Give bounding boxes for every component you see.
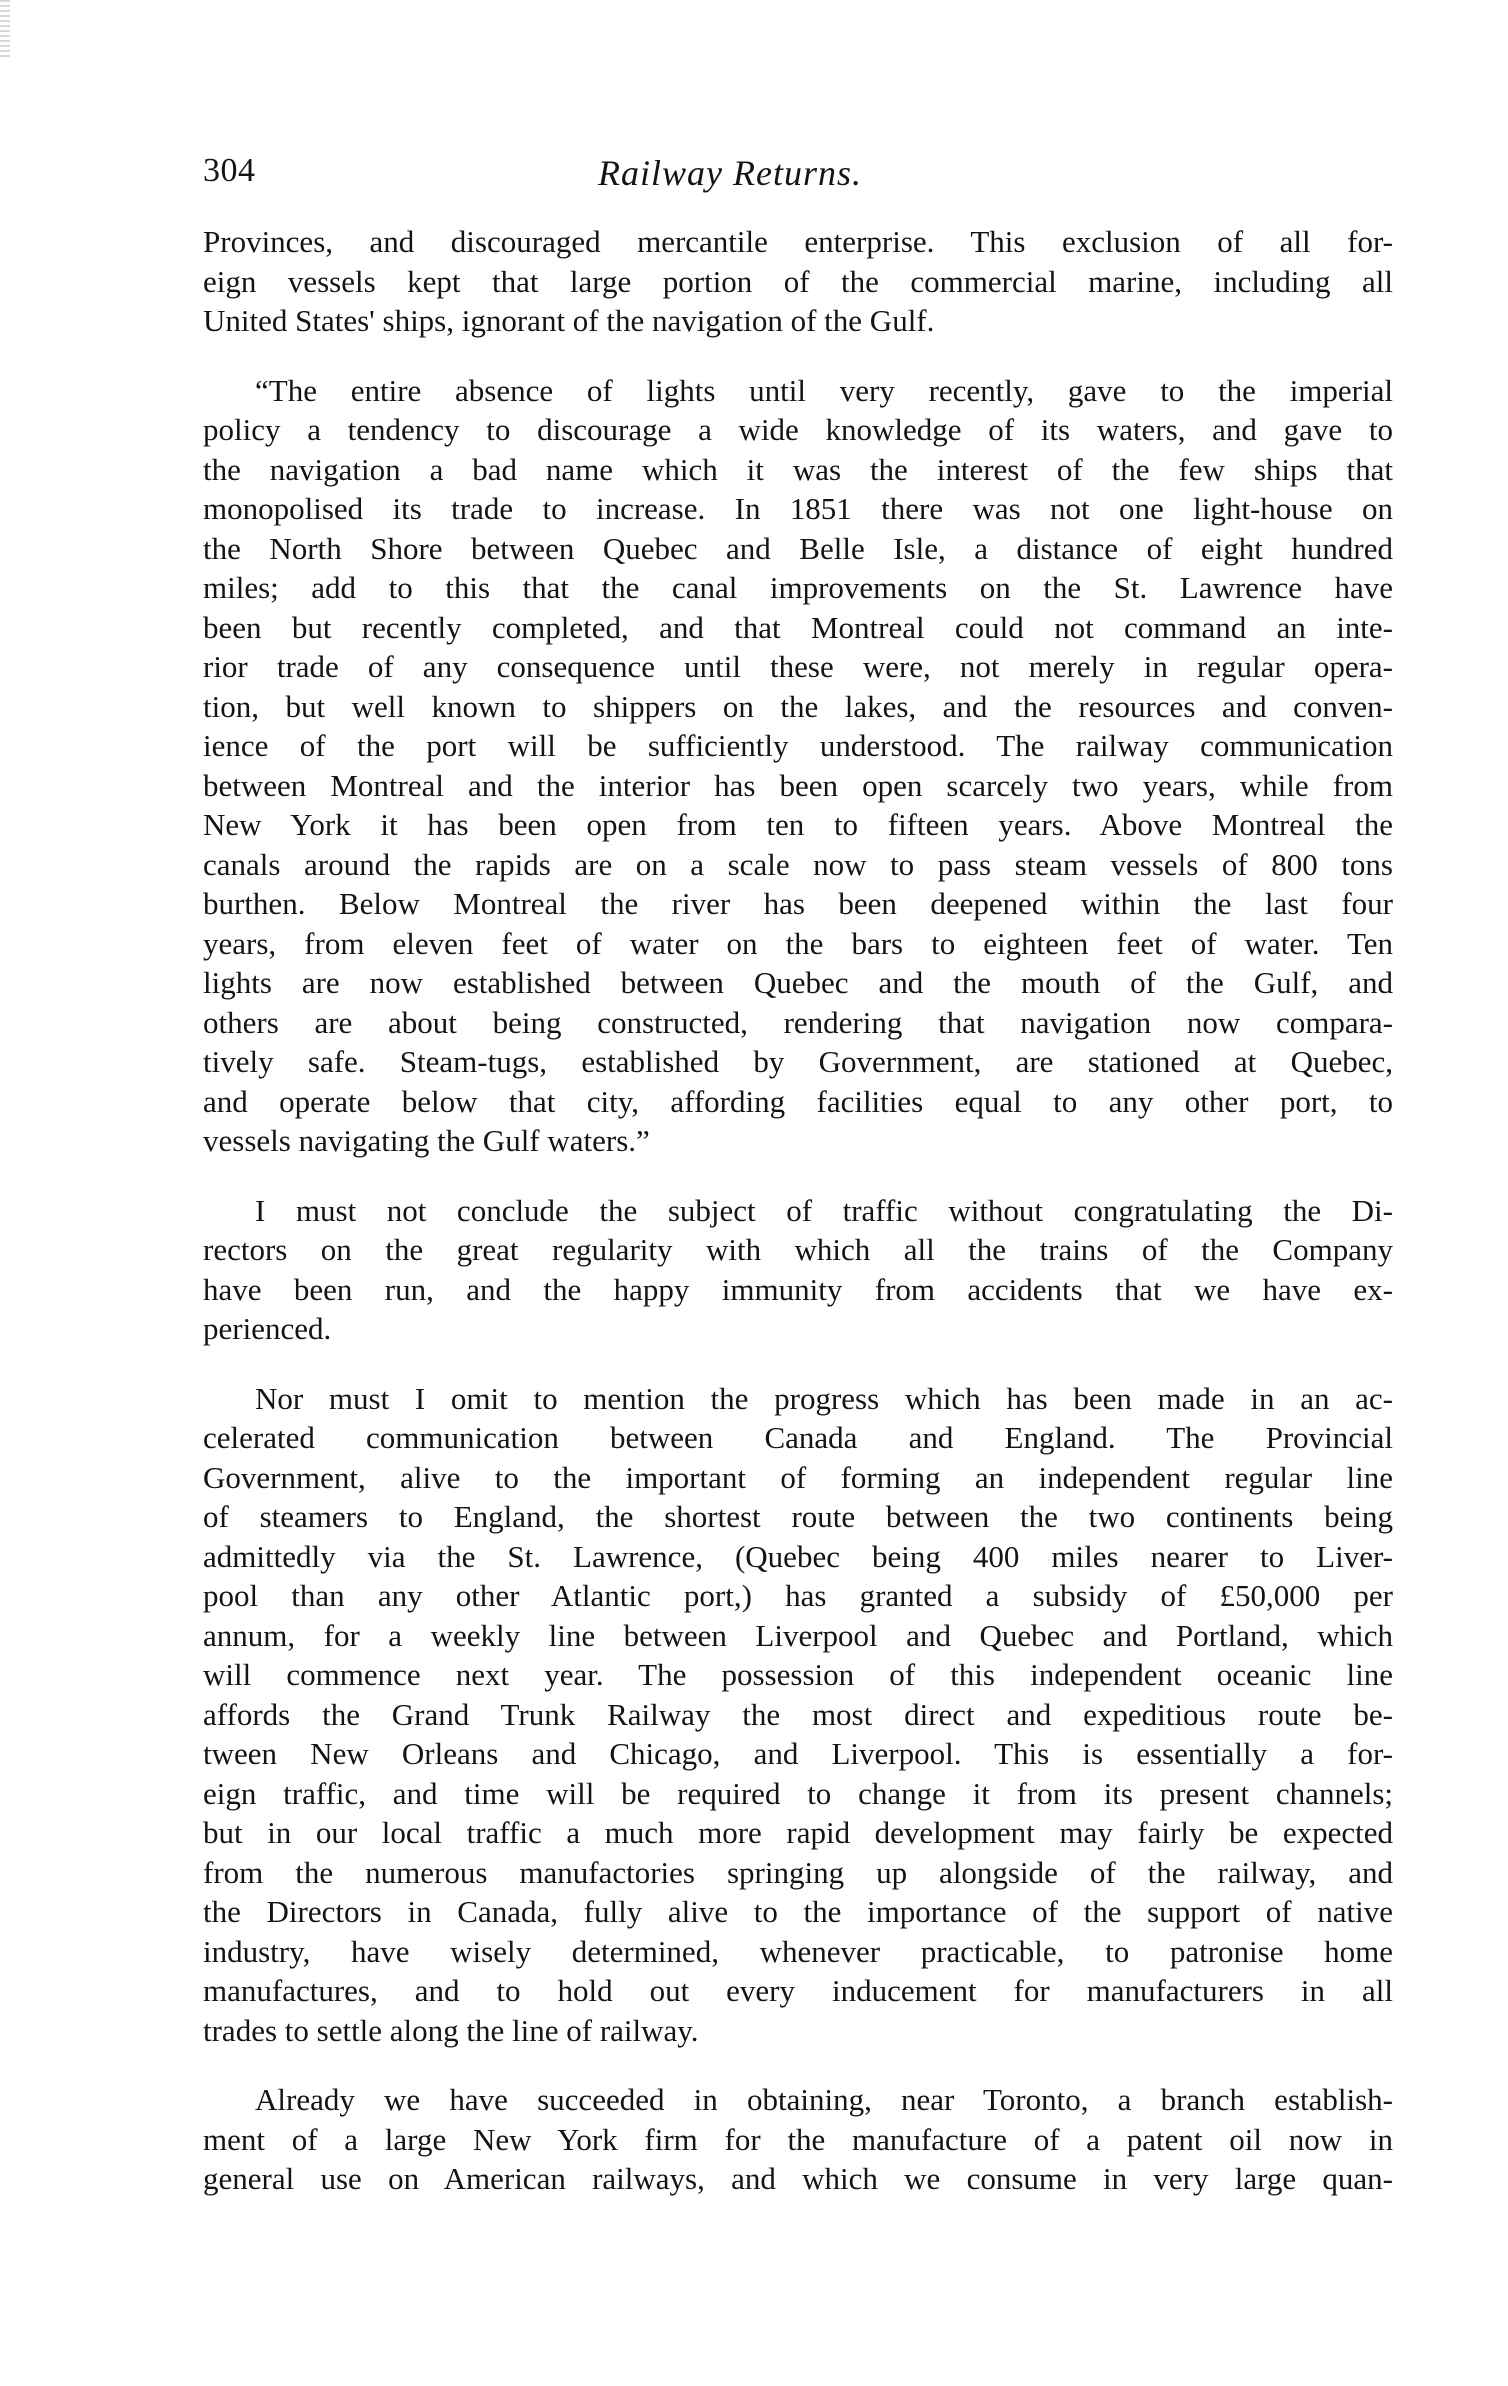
text-line: eign traffic, and time will be required to change it from its present channels; [203, 1775, 1393, 1811]
text-line: industry, have wisely determined, whenever practicable, to patronise home [203, 1933, 1393, 1969]
text-line: ience of the port will be sufficiently understood. The railway communication [203, 728, 1393, 763]
paragraph [203, 2080, 1393, 2199]
text-line: “The entire absence of lights until very recently, gave to the imperial [255, 372, 1393, 408]
text-line: burthen. Below Montreal the river has been deepened within the last four [203, 886, 1393, 921]
text-line: perienced. [203, 1311, 332, 1346]
text-line: ment of a large New York firm for the manufacture of a patent oil now in [203, 2121, 1393, 2157]
body-text [203, 222, 1393, 2229]
text-line: I must not conclude the subject of traffic without congratulating the Di- [255, 1192, 1393, 1228]
text-line: monopolised its trade to increase. In 1851 there was not one light-house on [203, 491, 1393, 526]
text-line: trades to settle along the line of railway. [203, 2012, 699, 2048]
text-line: pool than any other Atlantic port,) has granted a subsidy of £50,000 per [203, 1578, 1393, 1613]
text-line: rectors on the great regularity with which all the trains of the Company [203, 1232, 1393, 1267]
text-line: Nor must I omit to mention the progress which has been made in an ac- [255, 1380, 1393, 1416]
text-line: general use on American railways, and which we consume in very large quan- [203, 2161, 1393, 2196]
text-line: the Directors in Canada, fully alive to the importance of the support of native [203, 1894, 1393, 1929]
page-header [203, 152, 1393, 202]
text-line: of steamers to England, the shortest route between the two continents being [203, 1499, 1393, 1534]
text-line: rior trade of any consequence until these were, not merely in regular opera- [203, 649, 1393, 684]
text-line: celerated communication between Canada and England. The Provincial [203, 1420, 1393, 1455]
text-line: years, from eleven feet of water on the bars to eighteen feet of water. Ten [203, 925, 1393, 961]
text-line: lights are now established between Quebec and the mouth of the Gulf, and [203, 965, 1393, 1000]
scan-edge-artifact [0, 0, 10, 60]
text-line: tively safe. Steam-tugs, established by Government, are stationed at Quebec, [203, 1044, 1393, 1079]
text-line: vessels navigating the Gulf waters.” [203, 1123, 650, 1158]
text-line: Already we have succeeded in obtaining, near Toronto, a branch establish- [255, 2082, 1393, 2117]
paragraph [203, 371, 1393, 1161]
text-line: from the numerous manufactories springing up alongside of the railway, and [203, 1854, 1393, 1890]
text-line: policy a tendency to discourage a wide knowledge of its waters, and gave to [203, 412, 1393, 447]
text-line: miles; add to this that the canal improvements on the St. Lawrence have [203, 570, 1393, 605]
text-line: affords the Grand Trunk Railway the most direct and expeditious route be- [203, 1696, 1393, 1732]
paragraph [203, 1191, 1393, 1349]
text-line: between Montreal and the interior has been open scarcely two years, while from [203, 767, 1393, 803]
page-number: 304 [203, 152, 256, 189]
text-line: the North Shore between Quebec and Belle Isle, a distance of eight hundred [203, 530, 1393, 566]
text-line: Provinces, and discouraged mercantile enterprise. This exclusion of all for- [203, 224, 1393, 259]
text-line: annum, for a weekly line between Liverpool and Quebec and Portland, which [203, 1617, 1393, 1653]
text-line: others are about being constructed, rendering that navigation now compara- [203, 1004, 1393, 1040]
text-line: admittedly via the St. Lawrence, (Quebec being 400 miles nearer to Liver- [203, 1538, 1393, 1574]
text-line: United States' ships, ignorant of the navigation of the Gulf. [203, 303, 935, 338]
text-line: the navigation a bad name which it was the interest of the few ships that [203, 451, 1393, 487]
running-title: Railway Returns. [598, 153, 862, 193]
text-line: canals around the rapids are on a scale now to pass steam vessels of 800 tons [203, 846, 1393, 882]
text-line: Government, alive to the important of forming an independent regular line [203, 1459, 1393, 1495]
text-line: New York it has been open from ten to fifteen years. Above Montreal the [203, 807, 1393, 842]
paragraph [203, 222, 1393, 341]
text-line: manufactures, and to hold out every inducement for manufacturers in all [203, 1973, 1393, 2008]
text-line: will commence next year. The possession of this independent oceanic line [203, 1657, 1393, 1692]
text-line: eign vessels kept that large portion of the commercial marine, including all [203, 263, 1393, 299]
paragraph [203, 1379, 1393, 2051]
text-line: tion, but well known to shippers on the lakes, and the resources and conven- [203, 688, 1393, 724]
text-line: and operate below that city, affording facilities equal to any other port, to [203, 1083, 1393, 1119]
text-line: but in our local traffic a much more rapid development may fairly be expected [203, 1815, 1393, 1850]
text-line: tween New Orleans and Chicago, and Liverpool. This is essentially a for- [203, 1736, 1393, 1771]
text-line: have been run, and the happy immunity from accidents that we have ex- [203, 1271, 1393, 1307]
text-line: been but recently completed, and that Montreal could not command an inte- [203, 609, 1393, 645]
